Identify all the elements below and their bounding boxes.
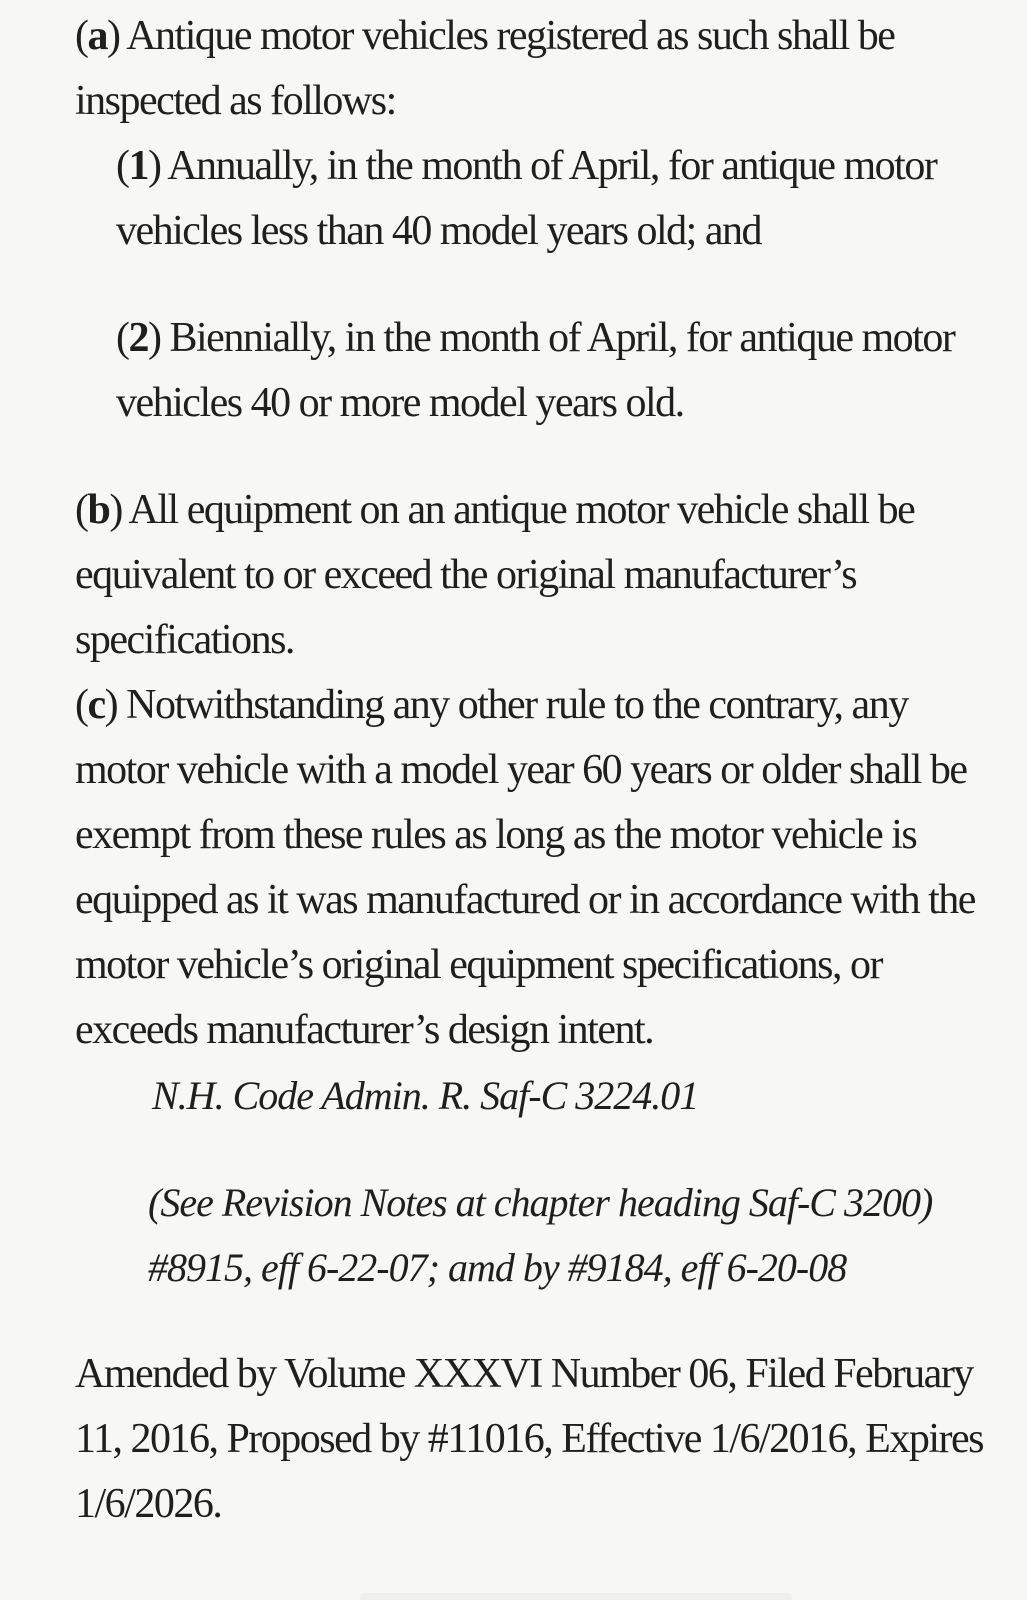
- clause-text: Annually, in the month of April, for antique motor vehicles less than 40 model years old; and: [116, 143, 937, 254]
- clause-text: Biennially, in the month of April, for antique motor vehicles 40 or more model years old.: [116, 315, 955, 426]
- paren-open: (: [75, 487, 88, 533]
- paragraph-a2: [75, 306, 987, 436]
- paragraph-b: [75, 478, 987, 673]
- clause-number: 2: [128, 315, 148, 361]
- clause-marker: [116, 143, 161, 189]
- paren-open: (: [116, 143, 129, 189]
- paren-open: (: [116, 315, 129, 361]
- paren-close: ): [148, 143, 161, 189]
- clause-marker: [75, 682, 117, 728]
- clause-text: Notwithstanding any other rule to the contrary, any motor vehicle with a model year 60 years or older shall be exempt from these rules as long as the motor vehicle is equipped as it was manufactured or in accordance with the motor vehicle’s original equipment specifications, or exceeds manufacturer’s design intent.: [75, 682, 975, 1053]
- history-note: #8915, eff 6-22-07; amd by #9184, eff 6-20-08: [148, 1245, 847, 1290]
- clause-letter: a: [87, 13, 107, 59]
- paragraph-a1: [75, 134, 987, 264]
- partially-visible-bottom-element: [360, 1593, 792, 1600]
- clause-text: All equipment on an antique motor vehicle shall be equivalent to or exceed the original manufacturer’s specifications.: [75, 487, 915, 663]
- clause-marker: [75, 487, 122, 533]
- paren-close: ): [104, 682, 118, 728]
- paren-close: ): [109, 487, 122, 533]
- code-citation: N.H. Code Admin. R. Saf-C 3224.01: [152, 1073, 699, 1118]
- paren-open: (: [75, 682, 88, 728]
- revision-note: (See Revision Notes at chapter heading Saf-C 3200): [148, 1180, 933, 1225]
- paragraph-c: [75, 673, 987, 1063]
- clause-marker: [116, 315, 161, 361]
- revision-notes-block: [75, 1170, 997, 1300]
- amendment-note: Amended by Volume XXXVI Number 06, Filed February 11, 2016, Proposed by #11016, Effective 1/6/2016, Expires 1/6/2026.: [75, 1351, 983, 1527]
- paren-close: ): [148, 315, 161, 361]
- clause-marker: [75, 13, 120, 59]
- clause-letter: c: [87, 682, 105, 728]
- paragraph-a: [75, 4, 987, 134]
- paren-open: (: [75, 13, 88, 59]
- clause-text: Antique motor vehicles registered as such shall be inspected as follows:: [75, 13, 895, 124]
- clause-letter: b: [87, 487, 110, 533]
- clause-number: 1: [128, 143, 148, 189]
- paren-close: ): [107, 13, 120, 59]
